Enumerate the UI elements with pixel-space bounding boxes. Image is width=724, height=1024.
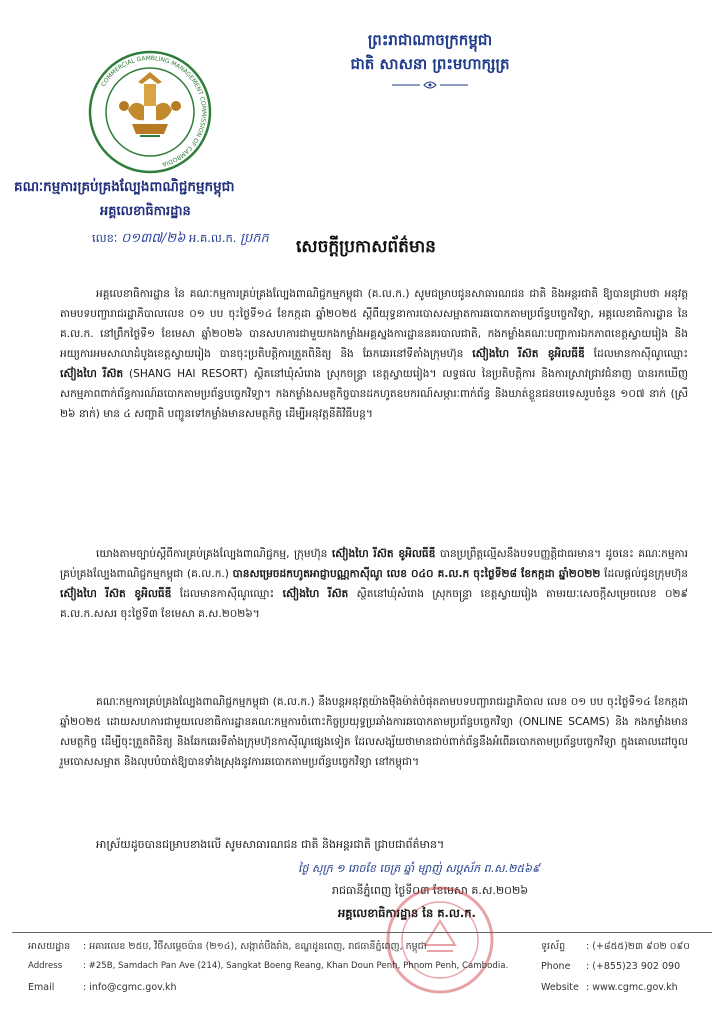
seal-ring-text: COMMERCIAL GAMBLING MANAGEMENT COMMISSION OF CAMBODIA (100, 54, 208, 168)
website-value[interactable]: : www.cgmc.gov.kh (586, 982, 678, 993)
p1-text: អគ្គលេខាធិការដ្ឋាន នៃ គណៈកម្មការគ្រប់គ្រងល្បែងពាណិជ្ជកម្មកម្ពុជា (គ.ល.ក.) សូមជម្រាបជូនសាធារណជន ជាតិ និងអន្តរជាតិ ឱ្យបានជ្រាបថា អនុវត្តតាមបទបញ្ជារាជរដ្ឋាភិបាលលេខ ០១ បប ចុះថ្ងៃទី១៤ ខែកក្កដា ឆ្នាំ២០២៥ ស្តីពីយុទ្ធនាការបោសសម្អាតការឆបោកតាមប្រព័ន្ធបច្ចេកវិទ្យា, អគ្គលេខាធិការដ្ឋាន នៃ គ.ល.ក. នៅព្រឹកថ្ងៃទី១ ខែមេសា ឆ្នាំ២០២៦ បានសហការជាមួយកងកម្លាំងអគ្គស្នងការដ្ឋាននគរបាលជាតិ, កងកម្លាំងគណៈបញ្ជាការឯកភាពខេត្តស្វាយរៀង និង អយ្យការអមសាលាដំបូងខេត្តស្វាយរៀង បានចុះប្រតិបត្តិការត្រួតពិនិត្យ និង ឆែកឆេរនៅទីតាំងក្រុមហ៊ុន (60, 288, 688, 360)
footer-divider (12, 932, 712, 933)
kingdom-title: ព្រះរាជាណាចក្រកម្ពុជា (367, 31, 493, 49)
reference-number (92, 230, 269, 249)
kingdom-header (300, 28, 560, 95)
p2-company-name-2: ស៊ៀងហៃ រីស៊ត ខូអិលធីឌី (60, 588, 172, 600)
phone-value: : (+855)23 902 090 (586, 961, 681, 972)
p1-text-c: ស្ថិតនៅឃុំសំរោង ស្រុកចន្ទ្រា ខេត្តស្វាយរៀង។ លទ្ធផល នៃប្រតិបត្តិការ និងការស្រាវជ្រាវជំនាញ បានរកឃើញសកម្មភាពពាក់ព័ន្ធការណ៍ឆបោកតាមប្រព័ន្ធបច្ចេកវិទ្យា។ កងកម្លាំងសមត្ថកិច្ចបានដកហូតឧបករណ៍សម្ភារៈពាក់ព័ន្ធ និងឃាត់ខ្លួនជនបរទេសរួបចំនួន ១០៧ នាក់ (ស្រី ២៦ នាក់) មាន ៤ សញ្ជាតិ បញ្ជូនទៅកម្លាំងមានសមត្ថកិច្ច ដើម្បីអនុវត្តនីតិវិធីបន្ត។ (60, 368, 688, 420)
svg-text:COMMERCIAL GAMBLING MANAGEMENT (100, 55, 207, 168)
website-label: Website (541, 982, 579, 993)
footer-address-km (28, 940, 427, 954)
paragraph-3: គណៈកម្មការគ្រប់គ្រងល្បែងពាណិជ្ជកម្មកម្ពុជា (គ.ល.ក.) នឹងបន្តអនុវត្តយ៉ាងម៉ឺងម៉ាត់បំផុតតាមបទបញ្ជារាជរដ្ឋាភិបាល លេខ ០១ បប ចុះថ្ងៃទី១៤ ខែកក្កដា ឆ្នាំ២០២៥ ដោយសហការជាមួយលេខាធិការដ្ឋានគណៈកម្មការចំពោះកិច្ចប្រយុទ្ធប្រឆាំងការឆបោកតាមប្រព័ន្ធបច្ចេកវិទ្យា (ONLINE SCAMS) និង កងកម្លាំងមានសមត្ថកិច្ច ដើម្បីចុះត្រួតពិនិត្យ និងឆែកឆេរទីតាំងក្រុមហ៊ុនកាស៊ីណូផ្សេងទៀត ដែលសង្ស័យថាមានជាប់ពាក់ព័ន្ធនឹងអំពើឆបោកតាមប្រព័ន្ធបច្ចេកវិទ្យា ក្នុងគោលដៅចូលរួមបោសសម្អាត និងលុបបំបាត់ឱ្យបានទាំងស្រុងនូវការឆបោកតាមប្រព័ន្ធបច្ចេកវិទ្យា នៅកម្ពុជា។ (60, 696, 688, 768)
organization-name: គណៈកម្មការគ្រប់គ្រងល្បែងពាណិជ្ជកម្មកម្ពុជា (14, 179, 235, 195)
p1-text-b: ដែលមានកាស៊ីណូឈ្មោះ (593, 348, 689, 360)
p2-casino-name: ស៊ៀងហៃ រីស៊ត (282, 588, 349, 600)
address-label: Address (28, 961, 63, 971)
email-label: Email (28, 982, 55, 993)
ref-hand-suffix: ប្រកក (240, 231, 269, 246)
address-km-value: : អគារលេខ ២៥ប, វិថីសម្ដេចប៉ាន (២១៤), សង្កាត់បឹងរាំង, ខណ្ឌដូនពេញ, រាជធានីភ្នំពេញ, កម្ពុជា (83, 941, 427, 952)
document-title: សេចក្តីប្រកាសព័ត៌មាន (296, 237, 436, 257)
address-value: : #25B, Samdach Pan Ave (214), Sangkat Boeng Reang, Khan Doun Penh, Phnom Penh, Cambodia. (83, 961, 509, 971)
paragraph-2 (60, 544, 688, 624)
signature-block: អគ្គលេខាធិការដ្ឋាន នៃ គ.ល.ក. (338, 906, 476, 920)
department-name: អគ្គលេខាធិការដ្ឋាន (100, 204, 191, 219)
lunar-date: ថ្ងៃ សុក្រ ១ រោចខែ ចេត្រ ឆ្នាំ ម្សាញ់ សប្តស័ក ព.ស.២៥៦៩ (298, 862, 540, 875)
p1-casino-name: ស៊ៀងហៃ រីស៊ត (60, 368, 124, 380)
footer-phone-en (541, 961, 680, 972)
email-value[interactable]: : info@cgmc.gov.kh (83, 982, 177, 993)
p2-company-name: ស៊ៀងហៃ រីស៊ត ខូអិលធីឌី (331, 548, 436, 560)
p2-text-a: យោងតាមច្បាប់ស្តីពីការគ្រប់គ្រងល្បែងពាណិជ្ជកម្ម, ក្រុមហ៊ុន (96, 548, 328, 560)
p2-text-c: ដែលផ្តល់ជូនក្រុមហ៊ុន (604, 568, 688, 580)
ref-number-handwritten: ០១៣៧/២៦ (121, 231, 186, 246)
royal-emblem-icon (88, 50, 212, 174)
p1-casino-name-en: (SHANG HAI RESORT) (129, 368, 248, 380)
footer-website (541, 982, 678, 993)
phone-km-value: : (+៨៥៥)២៣ ៩០២ ០៩០ (586, 941, 690, 952)
p1-company-name: ស៊ៀងហៃ រីស៊ត ខូអិលធីឌី (472, 348, 585, 360)
kingdom-motto: ជាតិ សាសនា ព្រះមហាក្សត្រ (350, 55, 510, 73)
footer-email (28, 982, 177, 993)
phone-km-label: ទូរស័ព្ទ (541, 941, 566, 952)
address-km-label: អាសយដ្ឋាន (28, 941, 71, 952)
solar-date: រាជធានីភ្នំពេញ ថ្ងៃទី០៣ ខែមេសា គ.ស.២០២៦ (332, 884, 529, 897)
phone-label: Phone (541, 961, 571, 972)
p2-text-b: បានប្រព្រឹត្តល្មើសនឹងបទបញ្ញត្តិជាធរមាន។ ដូចនេះ គណៈកម្មការគ្រប់គ្រងល្បែងពាណិជ្ជកម្មកម្ពុជា (គ.ល.ក.) (60, 548, 688, 580)
paragraph-1 (60, 284, 688, 424)
ref-label: លេខៈ (92, 231, 118, 245)
p2-text-d: ដែលមានកាស៊ីណូឈ្មោះ (179, 588, 275, 600)
closing-line: អាស្រ័យដូចបានជម្រាបខាងលើ សូមសាធារណជន ជាតិ និងអន្តរជាតិ ជ្រាបជាព័ត៌មាន។ (96, 838, 445, 851)
p2-decision: បានសម្រេចដកហូតអាជ្ញាបណ្ណកាស៊ីណូ លេខ ០៤០ គ.ល.ក ចុះថ្ងៃទី២៨ ខែកក្កដា ឆ្នាំ២០២២ (232, 568, 601, 580)
footer-address-en (28, 961, 508, 971)
ref-suffix: អ.គ.ល.ក. (188, 231, 237, 245)
ornament-divider-icon (390, 79, 470, 91)
p2-text-e: ស្ថិតនៅឃុំសំរោង ស្រុកចន្ទ្រា ខេត្តស្វាយរៀង តាមរយៈសេចក្តីសម្រេចលេខ ០២៩ គ.ល.ក.សសរ ចុះថ្ងៃទី៣ ខែមេសា គ.ស.២០២៦។ (60, 588, 689, 620)
footer-phone-km (541, 940, 690, 954)
